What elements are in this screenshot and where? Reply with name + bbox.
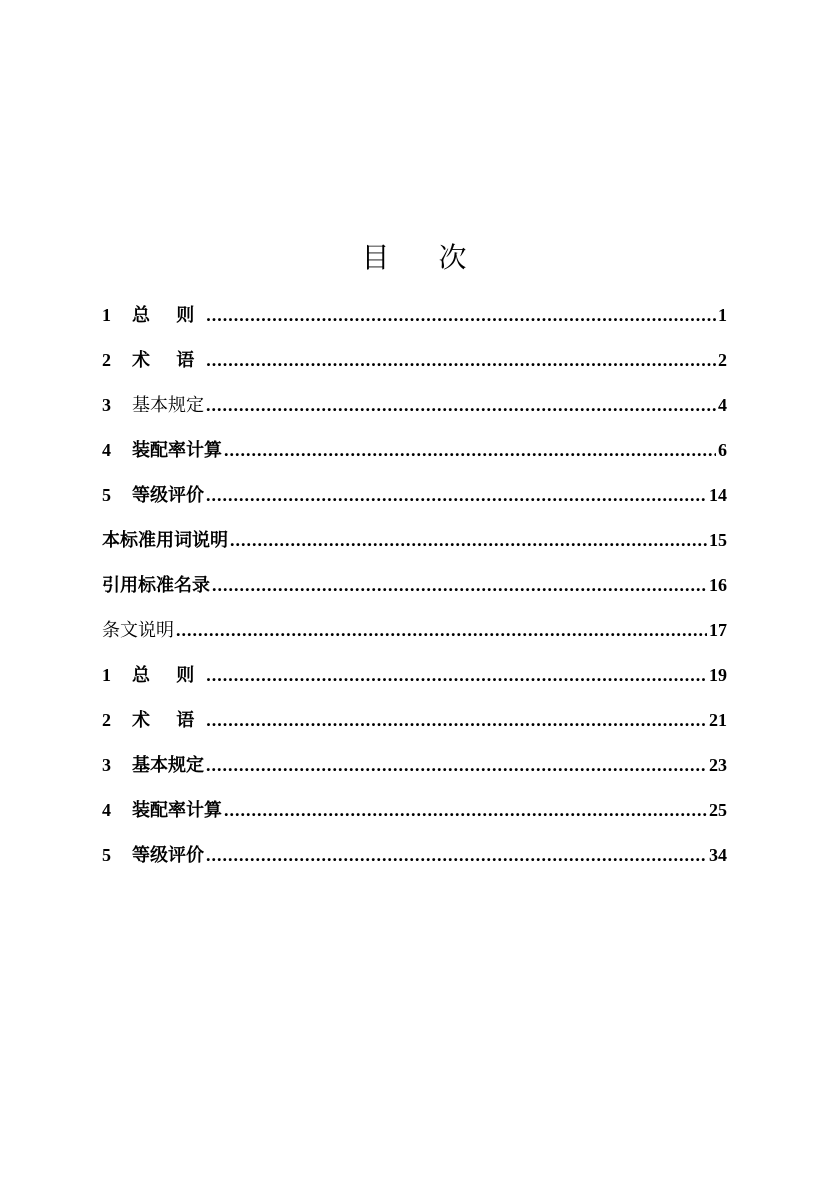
toc-leader-dots <box>206 845 707 866</box>
toc-entry[interactable] <box>102 571 727 616</box>
toc-entry-number: 1 <box>102 665 111 685</box>
toc-entry-page: 1 <box>718 305 727 325</box>
toc-entry-page: 2 <box>718 350 727 370</box>
toc-leader-dots <box>206 395 716 416</box>
toc-entry-page: 4 <box>718 395 727 415</box>
toc-entry-page: 21 <box>709 710 727 730</box>
toc-entry-number: 1 <box>102 305 111 325</box>
toc-entry-page: 15 <box>709 530 727 550</box>
toc-entry-label: 装配率计算 <box>132 800 222 821</box>
toc-entry-page: 19 <box>709 665 727 685</box>
toc-entry-label: 术 语 <box>132 710 205 731</box>
toc-entry-page: 25 <box>709 800 727 820</box>
toc-list <box>102 301 727 886</box>
toc-leader-dots <box>224 440 716 461</box>
toc-entry[interactable] <box>102 661 727 706</box>
toc-entry-number: 5 <box>102 485 111 505</box>
toc-entry[interactable] <box>102 706 727 751</box>
toc-entry-number: 3 <box>102 395 111 415</box>
toc-entry-page: 16 <box>709 575 727 595</box>
toc-leader-dots <box>206 665 707 686</box>
toc-entry[interactable] <box>102 796 727 841</box>
toc-entry[interactable] <box>102 616 727 661</box>
toc-entry[interactable] <box>102 301 727 346</box>
toc-entry-label: 基本规定 <box>132 755 204 776</box>
toc-entry-label: 条文说明 <box>102 620 174 641</box>
toc-entry[interactable] <box>102 346 727 391</box>
toc-leader-dots <box>212 575 707 596</box>
toc-entry-page: 34 <box>709 845 727 865</box>
toc-entry-label: 等级评价 <box>132 485 204 506</box>
toc-entry-number: 3 <box>102 755 111 775</box>
toc-entry-label: 总 则 <box>132 665 205 686</box>
toc-entry-number: 2 <box>102 710 111 730</box>
toc-entry[interactable] <box>102 751 727 796</box>
toc-leader-dots <box>206 350 716 371</box>
toc-entry-page: 6 <box>718 440 727 460</box>
toc-entry[interactable] <box>102 841 727 886</box>
toc-entry-number: 2 <box>102 350 111 370</box>
toc-entry-number: 4 <box>102 440 111 460</box>
toc-entry[interactable] <box>102 391 727 436</box>
toc-entry-label: 装配率计算 <box>132 440 222 461</box>
toc-entry[interactable] <box>102 526 727 571</box>
toc-entry-number: 5 <box>102 845 111 865</box>
toc-entry-page: 14 <box>709 485 727 505</box>
toc-entry-label: 基本规定 <box>132 395 204 416</box>
toc-leader-dots <box>206 305 716 326</box>
toc-entry-label: 术 语 <box>132 350 205 371</box>
toc-entry-label: 本标准用词说明 <box>102 530 228 551</box>
toc-leader-dots <box>206 485 707 506</box>
toc-title: 目 次 <box>361 241 487 274</box>
toc-entry[interactable] <box>102 481 727 526</box>
toc-leader-dots <box>230 530 707 551</box>
toc-entry-page: 23 <box>709 755 727 775</box>
toc-entry[interactable] <box>102 436 727 481</box>
toc-leader-dots <box>206 755 707 776</box>
toc-entry-label: 引用标准名录 <box>102 575 210 596</box>
toc-leader-dots <box>206 710 707 731</box>
toc-leader-dots <box>224 800 707 821</box>
toc-entry-label: 等级评价 <box>132 845 204 866</box>
toc-leader-dots <box>176 620 707 641</box>
toc-entry-number: 4 <box>102 800 111 820</box>
toc-entry-label: 总 则 <box>132 305 205 326</box>
toc-entry-page: 17 <box>709 620 727 640</box>
